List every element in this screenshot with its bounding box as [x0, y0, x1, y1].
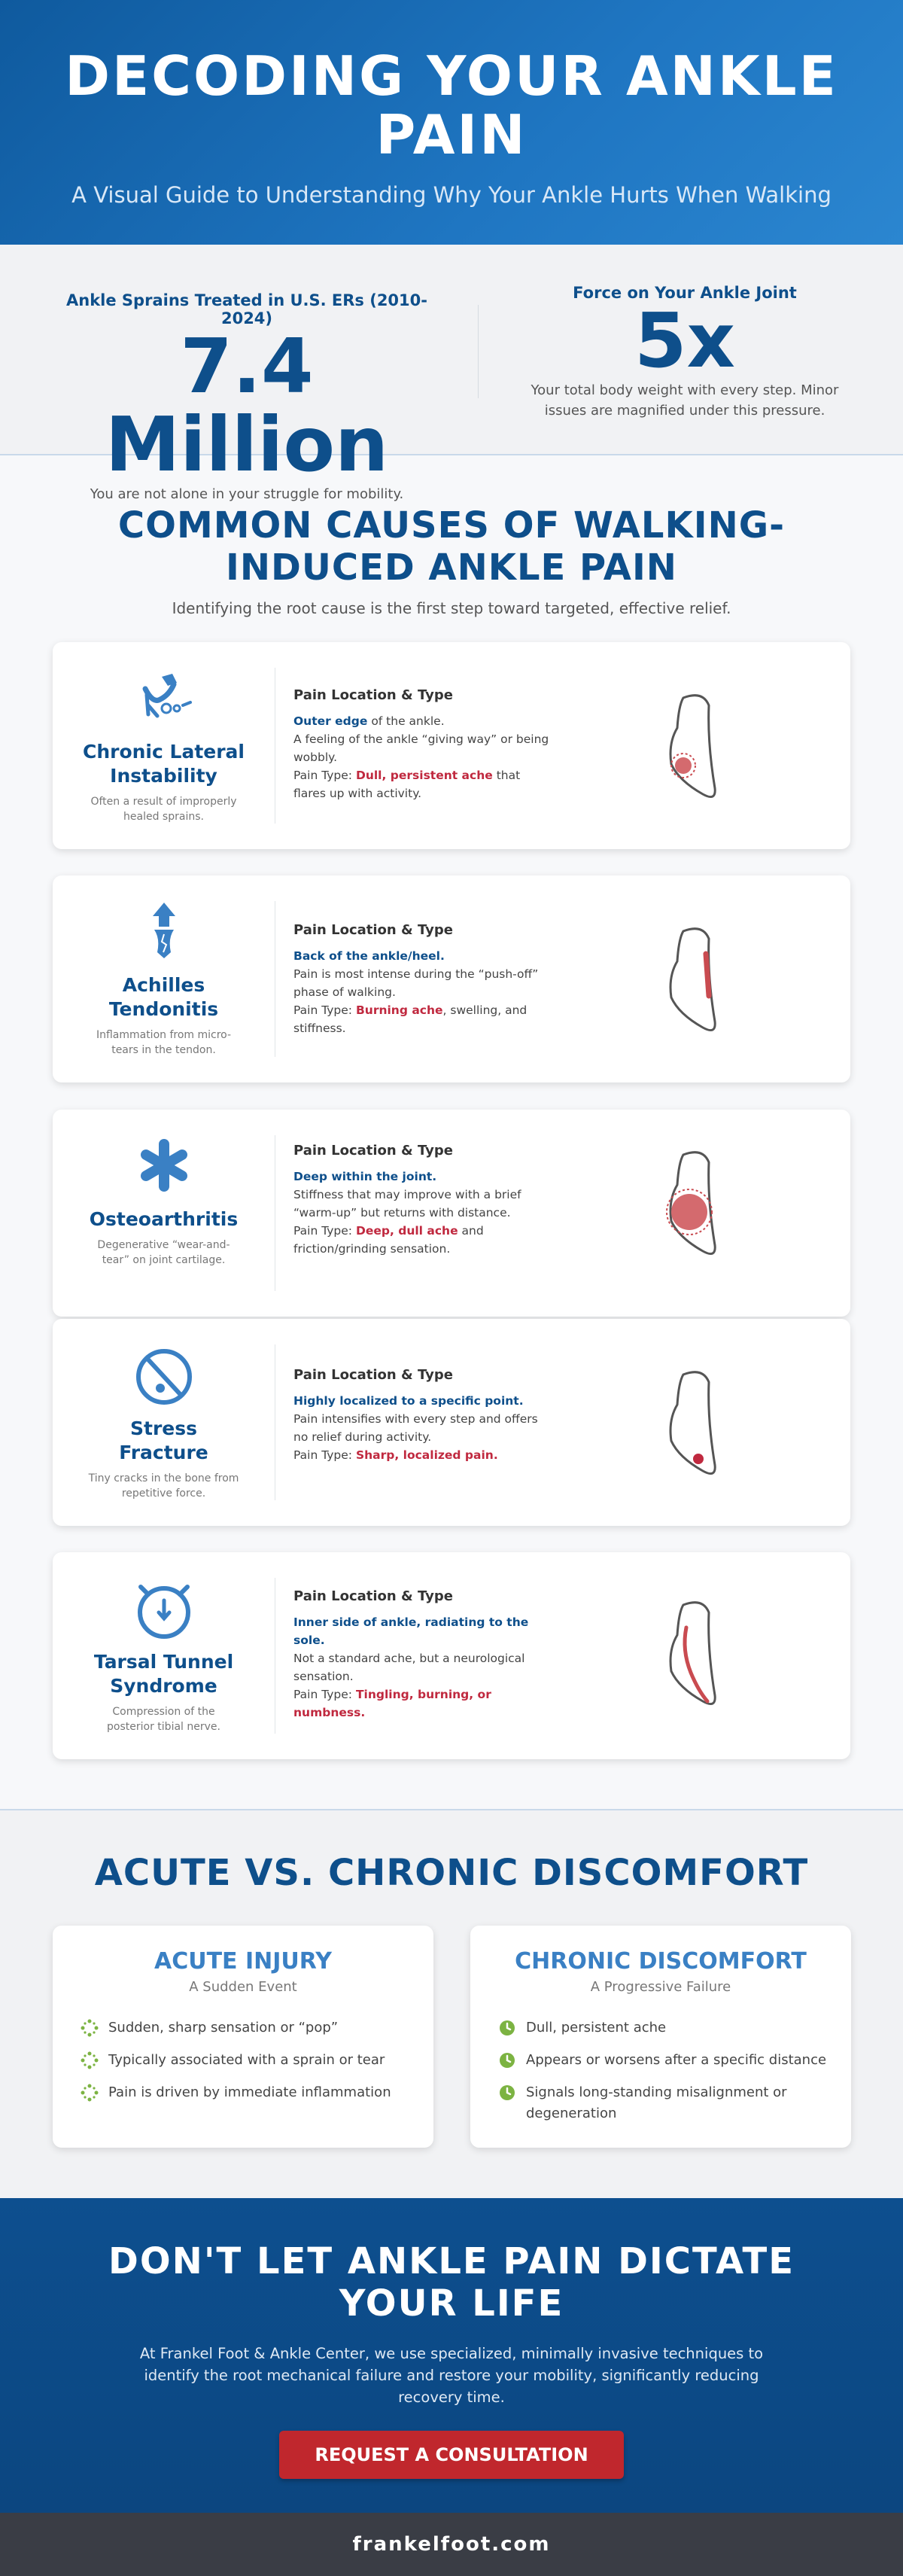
pain-heading: Pain Location & Type: [293, 687, 453, 703]
cause-name: Tarsal Tunnel Syndrome: [93, 1651, 234, 1697]
clock-icon: [497, 2051, 517, 2070]
acute-box: [53, 1926, 433, 2148]
request-consultation-button[interactable]: REQUEST A CONSULTATION: [279, 2431, 624, 2479]
list-item: Dull, persistent ache: [497, 2017, 829, 2039]
pain-details: Inner side of ankle, radiating to the sole. Not a standard ache, but a neurological sensation. Pain Type: Tingling, burning, or numbness.: [293, 1615, 529, 1719]
burst-icon: [80, 2083, 99, 2103]
hero-header: [0, 0, 903, 245]
ankle-diagram: [661, 690, 736, 811]
cause-name: Stress Fracture: [119, 1417, 208, 1463]
cause-note: Inflammation from micro-tears in the tendon.: [96, 1029, 232, 1056]
cause-note: Often a result of improperly healed sprains.: [90, 796, 237, 823]
ankle-diagram: [661, 924, 736, 1044]
instability-icon: [130, 666, 198, 734]
pain-heading: Pain Location & Type: [293, 1367, 453, 1383]
ankle-diagram: [661, 1597, 736, 1718]
pain-details: Deep within the joint. Stiffness that may improve with a brief “warm-up” but returns with distance. Pain Type: Deep, dull ache and friction/grinding sensation.: [293, 1170, 521, 1256]
pain-heading: Pain Location & Type: [293, 1588, 453, 1604]
pain-heading: Pain Location & Type: [293, 922, 453, 938]
cta-section: [0, 2198, 903, 2513]
list-item: Sudden, sharp sensation or “pop”: [80, 2017, 411, 2039]
acute-chronic-section: [0, 1810, 903, 2198]
stat-description: You are not alone in your struggle for mobility.: [90, 486, 404, 502]
cause-note: Tiny cracks in the bone from repetitive force.: [88, 1472, 239, 1500]
list-item: Pain is driven by immediate inflammation: [80, 2082, 411, 2103]
cause-note: Degenerative “wear-and-tear” on joint cartilage.: [97, 1239, 230, 1266]
ankle-diagram: [661, 1367, 736, 1487]
footer-link[interactable]: frankelfoot.com: [0, 2513, 903, 2576]
stat-sprains: [50, 291, 444, 504]
chronic-box: [470, 1926, 851, 2148]
stats-band: [0, 245, 903, 502]
stat-label: Ankle Sprains Treated in U.S. ERs (2010-2024): [66, 291, 427, 327]
page-title: DECODING YOUR ANKLE PAIN: [65, 44, 838, 166]
chronic-title: CHRONIC DISCOMFORT: [515, 1948, 807, 1975]
burst-icon: [80, 2051, 99, 2070]
list-item: Signals long-standing misalignment or degeneration: [497, 2082, 829, 2124]
ankle-diagram: [661, 1147, 736, 1268]
stat-divider: [478, 305, 479, 398]
cause-card: [53, 642, 850, 849]
stat-value: 5x: [634, 297, 736, 385]
cause-card: [53, 1552, 850, 1759]
cta-body: At Frankel Foot & Ankle Center, we use specialized, minimally invasive techniques to identify the root mechanical failure and restore your mobility, significantly reducing recovery time.: [139, 2345, 764, 2406]
list-item: Appears or worsens after a specific distance: [497, 2050, 829, 2071]
asterisk-icon: [130, 1134, 198, 1201]
tendon-icon: [130, 900, 198, 967]
pain-details: Outer edge of the ankle. A feeling of the ankle “giving way” or being wobbly. Pain Type: Dull, persistent ache that flares up with activity.: [293, 714, 549, 800]
causes-subtitle: Identifying the root cause is the first step toward targeted, effective relief.: [172, 599, 731, 617]
cause-name: Osteoarthritis: [89, 1208, 239, 1230]
cause-note: Compression of the posterior tibial nerve.: [107, 1706, 220, 1733]
clock-icon: [497, 2083, 517, 2103]
stat-value: 7.4 Million: [105, 322, 389, 489]
clock-icon: [497, 2018, 517, 2038]
stat-force: [512, 284, 858, 421]
chronic-subtitle: A Progressive Failure: [590, 1979, 731, 1995]
cause-card: [53, 1110, 850, 1317]
list-item: Typically associated with a sprain or tear: [80, 2050, 411, 2071]
pain-details: Highly localized to a specific point. Pain intensifies with every step and offers no relief during activity. Pain Type: Sharp, localized pain.: [293, 1394, 538, 1462]
cause-name: Achilles Tendonitis: [108, 974, 219, 1020]
stat-description: Your total body weight with every step. Minor issues are magnified under this pressure.: [531, 382, 839, 419]
burst-icon: [80, 2018, 99, 2038]
acute-subtitle: A Sudden Event: [189, 1979, 297, 1995]
stat-label: Force on Your Ankle Joint: [573, 284, 797, 302]
page-subtitle: A Visual Guide to Understanding Why Your Ankle Hurts When Walking: [71, 182, 832, 208]
stopwatch-icon: [130, 1576, 198, 1644]
causes-title: COMMON CAUSES OF WALKING-INDUCED ANKLE PAIN: [117, 504, 786, 589]
cta-title: DON'T LET ANKLE PAIN DICTATE YOUR LIFE: [108, 2240, 795, 2325]
crossed-bone-icon: [130, 1343, 198, 1411]
pain-heading: Pain Location & Type: [293, 1143, 453, 1159]
acute-title: ACUTE INJURY: [154, 1948, 332, 1975]
cause-name: Chronic Lateral Instability: [82, 741, 245, 787]
cause-card: [53, 875, 850, 1082]
pain-details: Back of the ankle/heel. Pain is most intense during the “push-off” phase of walking. Pain Type: Burning ache, swelling, and stiffness.: [293, 949, 539, 1035]
comparison-title: ACUTE VS. CHRONIC DISCOMFORT: [94, 1852, 809, 1894]
cause-card: [53, 1319, 850, 1526]
